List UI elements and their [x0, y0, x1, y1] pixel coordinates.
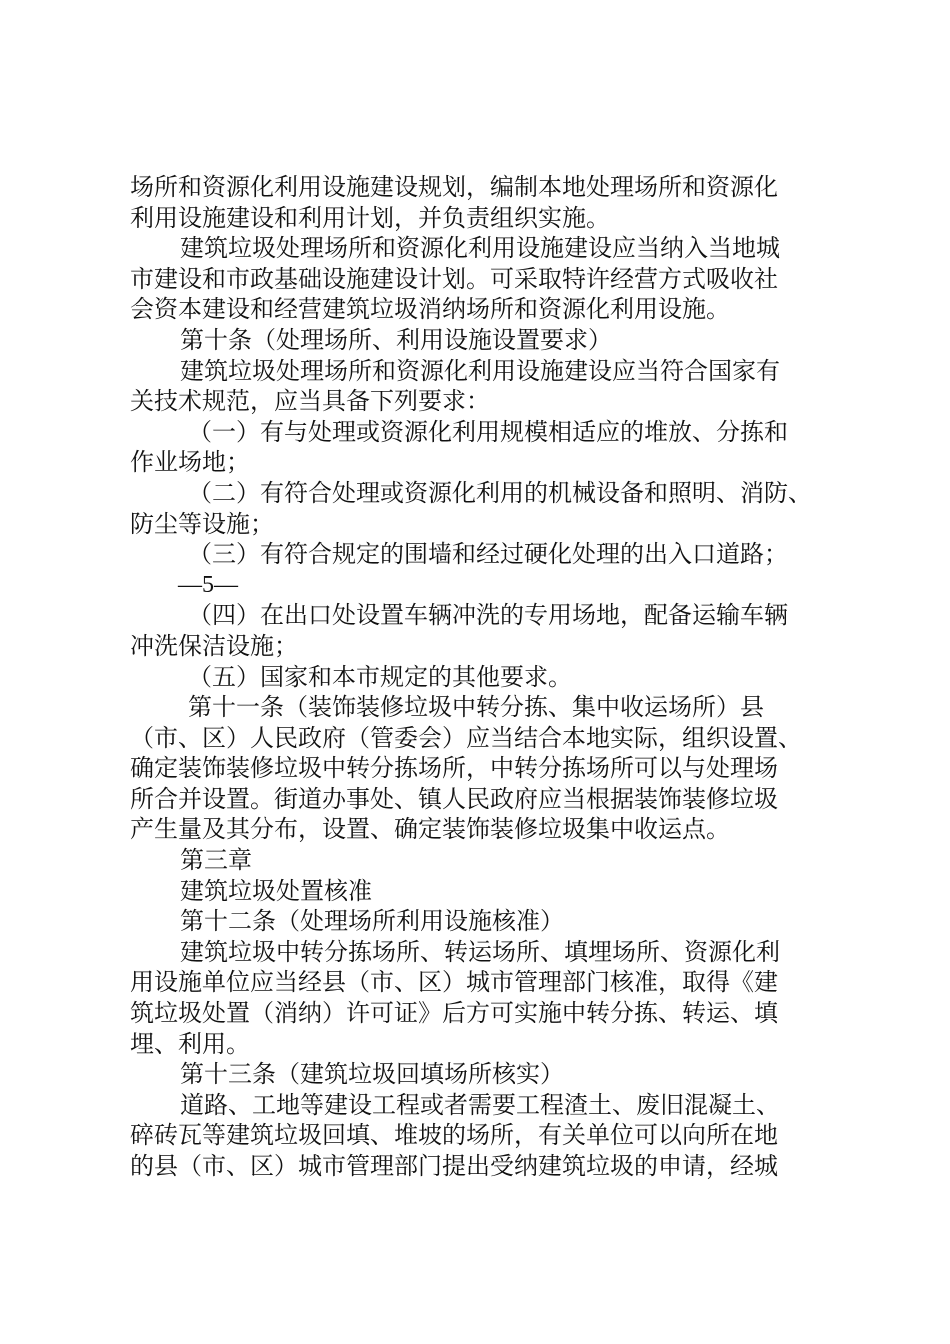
list-item-5: （五）国家和本市规定的其他要求。 [188, 662, 572, 691]
text-line: 所合并设置。街道办事处、镇人民政府应当根据装饰装修垃圾 [130, 784, 778, 813]
page-number: —5— [178, 571, 238, 598]
text-line: 的县（市、区）城市管理部门提出受纳建筑垃圾的申请，经城 [130, 1152, 778, 1180]
document-body [130, 172, 840, 1182]
list-item-1: （一）有与处理或资源化利用规模相适应的堆放、分拣和 [188, 417, 788, 446]
text-line: 用设施单位应当经县（市、区）城市管理部门核准，取得《建 [130, 968, 778, 997]
text-line: 埋、利用。 [130, 1029, 250, 1058]
chapter-heading: 第三章 [180, 846, 252, 875]
text-line: 作业场地； [130, 448, 250, 477]
paragraph-start: 建筑垃圾中转分拣场所、转运场所、填埋场所、资源化利 [180, 937, 780, 966]
article-heading-10: 第十条（处理场所、利用设施设置要求） [180, 325, 612, 354]
text-line: 冲洗保洁设施； [130, 631, 298, 660]
list-item-2: （二）有符合处理或资源化利用的机械设备和照明、消防、 [188, 478, 812, 507]
text-line: 会资本建设和经营建筑垃圾消纳场所和资源化利用设施。 [130, 295, 730, 324]
text-line: 关技术规范，应当具备下列要求： [130, 387, 490, 416]
text-line: 确定装饰装修垃圾中转分拣场所，中转分拣场所可以与处理场 [130, 754, 778, 783]
text-line: 筑垃圾处置（消纳）许可证》后方可实施中转分拣、转运、填 [130, 999, 778, 1028]
article-heading-13: 第十三条（建筑垃圾回填场所核实） [180, 1060, 564, 1089]
chapter-title: 建筑垃圾处置核准 [180, 876, 372, 905]
text-line: 碎砖瓦等建筑垃圾回填、堆坡的场所，有关单位可以向所在地 [130, 1121, 778, 1150]
text-line: 产生量及其分布，设置、确定装饰装修垃圾集中收运点。 [130, 815, 730, 844]
paragraph-start: 道路、工地等建设工程或者需要工程渣土、废旧混凝土、 [180, 1090, 780, 1119]
text-line: 防尘等设施； [130, 509, 274, 538]
list-item-4: （四）在出口处设置车辆冲洗的专用场地，配备运输车辆 [188, 601, 788, 630]
article-heading-12: 第十二条（处理场所利用设施核准） [180, 907, 564, 936]
paragraph-start: 建筑垃圾处理场所和资源化利用设施建设应当纳入当地城 [180, 234, 780, 263]
text-line: （市、区）人民政府（管委会）应当结合本地实际，组织设置、 [130, 723, 802, 752]
text-line: 利用设施建设和利用计划，并负责组织实施。 [130, 203, 610, 232]
list-item-3: （三）有符合规定的围墙和经过硬化处理的出入口道路； [188, 540, 788, 569]
paragraph-start: 建筑垃圾处理场所和资源化利用设施建设应当符合国家有 [180, 356, 780, 385]
text-line: 场所和资源化利用设施建设规划，编制本地处理场所和资源化 [130, 173, 778, 201]
text-line: 市建设和市政基础设施建设计划。可采取特许经营方式吸收社 [130, 264, 778, 293]
article-heading-11: 第十一条（装饰装修垃圾中转分拣、集中收运场所）县 [188, 693, 764, 722]
